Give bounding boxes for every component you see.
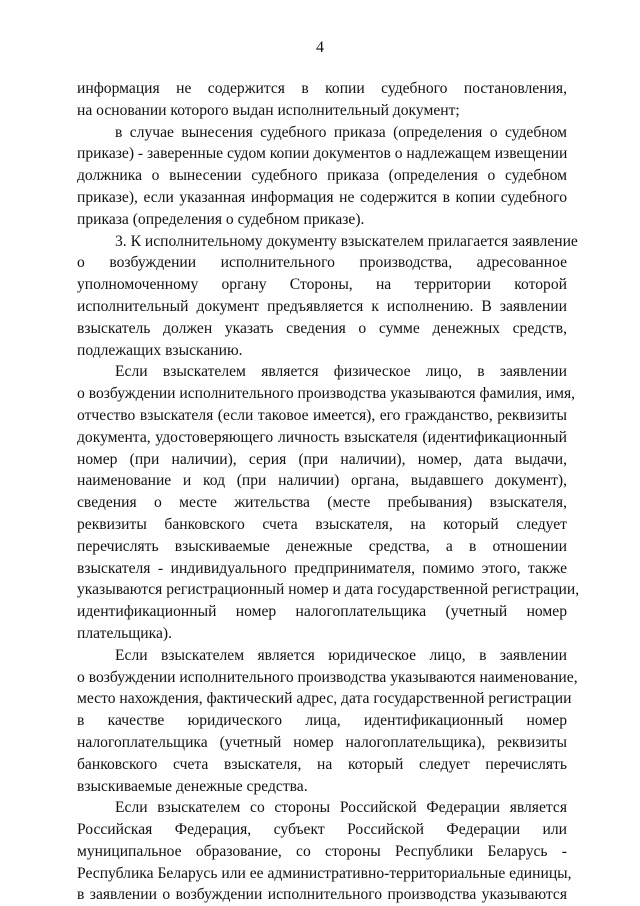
text-line: налогоплательщика (учетный номер налогоплательщика), реквизиты (77, 733, 567, 751)
text-line: номер (при наличии), серия (при наличии), номер, дата выдачи, (77, 450, 567, 468)
text-line: Российская Федерация, субъект Российской Федерации или (77, 821, 567, 839)
text-line: банковского счета взыскателя, на который следует перечислять (77, 755, 567, 773)
paragraph (77, 78, 567, 122)
text-line: уполномоченному органу Стороны, на территории которой (77, 276, 567, 294)
text-line: на основании которого выдан исполнительный документ; (77, 101, 460, 119)
paragraph (77, 231, 578, 362)
text-line: муниципальное образование, со стороны Республики Беларусь - (77, 842, 567, 860)
paragraph (77, 645, 578, 798)
paragraph (77, 122, 567, 231)
text-line: документа, удостоверяющего личность взыскателя (идентификационный (77, 428, 567, 446)
paragraph (77, 797, 572, 906)
text-line: указываются регистрационный номер и дата государственной регистрации, (77, 581, 580, 599)
text-line: плательщика). (77, 624, 172, 642)
page-number: 4 (316, 39, 324, 56)
text-line: Если взыскателем со стороны Российской Федерации является (115, 799, 567, 817)
text-line: Если взыскателем является физическое лицо, в заявлении (115, 363, 567, 381)
text-line: наименование и код (при наличии) органа, выдавшего документ), (77, 472, 567, 490)
document-body (77, 78, 580, 906)
text-line: в случае вынесения судебного приказа (определения о судебном (115, 123, 567, 141)
text-line: взыскателя - индивидуального предпринимателя, помимо этого, также (77, 559, 567, 577)
text-line: идентификационный номер налогоплательщика (учетный номер (77, 603, 567, 621)
text-line: взыскиваемые денежные средства. (77, 777, 308, 795)
text-line: исполнительный документ предъявляется к исполнению. В заявлении (77, 297, 567, 315)
text-line: приказе) - заверенные судом копии документов о надлежащем извещении (77, 145, 568, 163)
paragraph (77, 361, 580, 644)
text-line: о возбуждении исполнительного производства, адресованное (77, 254, 567, 272)
text-line: 3. К исполнительному документу взыскателем прилагается заявление (115, 232, 578, 250)
text-line: взыскатель должен указать сведения о сумме денежных средств, (77, 319, 567, 337)
text-line: информация не содержится в копии судебного постановления, (77, 80, 567, 97)
text-line: о возбуждении исполнительного производства указываются фамилия, имя, (77, 385, 576, 403)
text-line: место нахождения, фактический адрес, дата государственной регистрации (77, 690, 572, 708)
text-line: приказе), если указанная информация не содержится в копии судебного (77, 188, 567, 206)
text-line: о возбуждении исполнительного производства указываются наименование, (77, 668, 578, 686)
text-line: в заявлении о возбуждении исполнительного производства указываются (77, 886, 567, 904)
text-line: сведения о месте жительства (месте пребывания) взыскателя, (77, 494, 567, 512)
text-line: перечислять взыскиваемые денежные средства, а в отношении (77, 537, 567, 555)
text-line: Если взыскателем является юридическое лицо, в заявлении (115, 646, 567, 664)
text-line: отчество взыскателя (если таковое имеется), его гражданство, реквизиты (77, 406, 567, 424)
text-line: должника о вынесении судебного приказа (определения о судебном (77, 167, 567, 185)
text-line: подлежащих взысканию. (77, 341, 243, 359)
text-line: в качестве юридического лица, идентификационный номер (77, 712, 567, 730)
text-line: приказа (определения о судебном приказе). (77, 210, 365, 228)
text-line: Республика Беларусь или ее административно-территориальные единицы, (77, 864, 572, 882)
text-line: реквизиты банковского счета взыскателя, на который следует (77, 515, 567, 533)
